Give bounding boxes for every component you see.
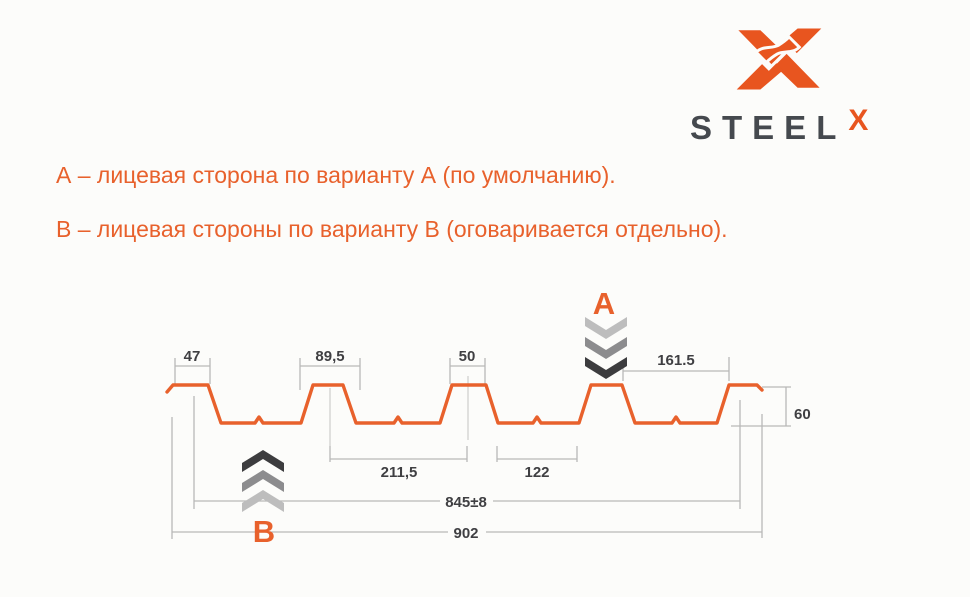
dim-rib-top-width-label: 50 xyxy=(458,348,476,365)
dim-rib-gap-label: 161.5 xyxy=(657,352,695,369)
brand-x-suffix: X xyxy=(848,104,869,137)
dim-flat-width xyxy=(175,348,210,384)
dim-rib-base-width-label: 89,5 xyxy=(315,348,345,365)
dim-rib-gap xyxy=(623,352,729,381)
chevron-up-icon xyxy=(242,470,284,492)
dim-overall-width-label: 902 xyxy=(453,525,479,542)
dim-rib-pitch xyxy=(330,376,468,481)
legend-variant-b: В – лицевая стороны по варианту В (оговаривается отдельно). xyxy=(56,216,728,242)
side-a-letter: А xyxy=(592,286,616,321)
chevron-down-icon xyxy=(585,337,627,359)
dim-profile-height-label: 60 xyxy=(794,406,811,423)
dim-flat-width-label: 47 xyxy=(183,348,201,365)
brand-name: STEEL xyxy=(690,109,847,146)
chevron-up-icon xyxy=(242,450,284,472)
dim-valley-width-label: 122 xyxy=(524,464,550,481)
dim-valley-width xyxy=(497,446,577,481)
sheet-profile-outline xyxy=(167,385,762,423)
side-a-marker xyxy=(585,286,627,379)
side-b-letter: В xyxy=(252,514,276,549)
dim-rib-pitch-label: 211,5 xyxy=(380,464,418,481)
dim-profile-height xyxy=(731,387,811,426)
chevron-down-icon xyxy=(585,357,627,379)
legend-variant-a: А – лицевая сторона по варианту А (по умолчанию). xyxy=(56,162,616,188)
dim-working-width-label: 845±8 xyxy=(445,494,487,511)
side-b-marker xyxy=(242,450,284,549)
